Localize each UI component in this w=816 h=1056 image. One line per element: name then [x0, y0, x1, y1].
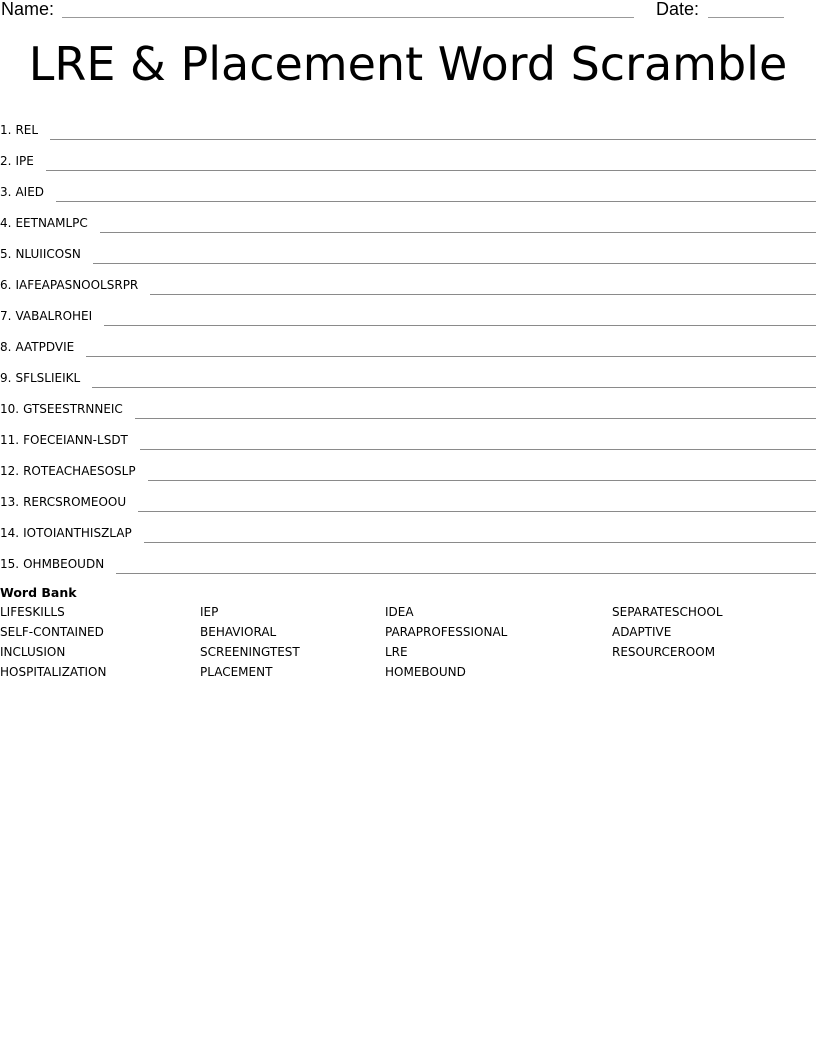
puzzle-number: 6. [0, 278, 12, 292]
puzzle-label [0, 526, 132, 544]
puzzle-label [0, 278, 138, 296]
answer-line[interactable] [86, 355, 816, 357]
puzzle-label [0, 433, 128, 451]
answer-line[interactable] [138, 510, 816, 512]
word-bank-item: HOSPITALIZATION [0, 665, 107, 679]
answer-line[interactable] [93, 262, 816, 264]
answer-line[interactable] [56, 200, 816, 202]
puzzle-label [0, 340, 74, 358]
puzzle-row [0, 110, 816, 141]
scrambled-word: GTSEESTRNNEIC [23, 402, 123, 416]
puzzle-number: 7. [0, 309, 12, 323]
puzzle-row [0, 420, 816, 451]
scrambled-word: VABALROHEI [15, 309, 93, 323]
puzzle-label [0, 402, 123, 420]
word-bank-item: LRE [385, 645, 408, 659]
scrambled-word: AIED [15, 185, 45, 199]
date-field[interactable] [708, 17, 784, 18]
word-bank-item: IEP [200, 605, 219, 619]
puzzle-number: 2. [0, 154, 12, 168]
puzzle-number: 14. [0, 526, 20, 540]
word-bank-item: SEPARATESCHOOL [612, 605, 723, 619]
puzzle-number: 5. [0, 247, 12, 261]
puzzle-label [0, 371, 80, 389]
puzzle-row [0, 296, 816, 327]
scrambled-word: EETNAMLPC [15, 216, 88, 230]
puzzle-row [0, 172, 816, 203]
puzzle-number: 10. [0, 402, 20, 416]
word-bank-item: PARAPROFESSIONAL [385, 625, 508, 639]
answer-line[interactable] [135, 417, 816, 419]
scrambled-word: OHMBEOUDN [23, 557, 105, 571]
puzzle-number: 13. [0, 495, 20, 509]
scrambled-word: IOTOIANTHISZLAP [23, 526, 132, 540]
puzzle-row [0, 203, 816, 234]
word-bank-item: INCLUSION [0, 645, 66, 659]
puzzle-label [0, 309, 92, 327]
puzzle-number: 4. [0, 216, 12, 230]
word-bank-item: SCREENINGTEST [200, 645, 300, 659]
answer-line[interactable] [116, 572, 816, 574]
answer-line[interactable] [104, 324, 816, 326]
puzzle-label [0, 154, 34, 172]
word-bank-item: PLACEMENT [200, 665, 273, 679]
word-bank-item: HOMEBOUND [385, 665, 466, 679]
puzzle-label [0, 557, 104, 575]
answer-line[interactable] [46, 169, 816, 171]
header [0, 0, 816, 24]
puzzle-row [0, 389, 816, 420]
name-field[interactable] [62, 17, 634, 18]
scrambled-word: AATPDVIE [15, 340, 75, 354]
puzzle-row [0, 482, 816, 513]
puzzle-row [0, 544, 816, 575]
scrambled-word: IAFEAPASNOOLSRPR [15, 278, 139, 292]
word-bank-item: RESOURCEROOM [612, 645, 716, 659]
puzzle-number: 15. [0, 557, 20, 571]
answer-line[interactable] [100, 231, 816, 233]
scrambled-word: FOECEIANN-LSDT [23, 433, 128, 447]
scrambled-word: NLUIICOSN [15, 247, 81, 261]
puzzle-row [0, 513, 816, 544]
puzzle-row [0, 327, 816, 358]
puzzle-row [0, 234, 816, 265]
page-title: LRE & Placement Word Scramble [28, 37, 788, 91]
puzzle-label [0, 185, 44, 203]
word-bank-item: SELF-CONTAINED [0, 625, 104, 639]
scrambled-word: IPE [15, 154, 34, 168]
word-bank-item: ADAPTIVE [612, 625, 672, 639]
answer-line[interactable] [150, 293, 816, 295]
word-bank-title: Word Bank [0, 585, 77, 600]
name-label: Name: [1, 0, 55, 19]
puzzle-number: 1. [0, 123, 12, 137]
puzzle-list [0, 110, 816, 575]
scrambled-word: RERCSROMEOOU [23, 495, 127, 509]
puzzle-label [0, 247, 81, 265]
word-bank-item: LIFESKILLS [0, 605, 65, 619]
word-bank-item: IDEA [385, 605, 414, 619]
scrambled-word: SFLSLIEIKL [15, 371, 81, 385]
puzzle-label [0, 495, 126, 513]
puzzle-row [0, 141, 816, 172]
puzzle-number: 9. [0, 371, 12, 385]
puzzle-row [0, 265, 816, 296]
puzzle-label [0, 216, 88, 234]
puzzle-row [0, 358, 816, 389]
date-label: Date: [656, 0, 700, 19]
puzzle-label [0, 464, 136, 482]
answer-line[interactable] [148, 479, 816, 481]
scrambled-word: ROTEACHAESOSLP [23, 464, 136, 478]
puzzle-row [0, 451, 816, 482]
answer-line[interactable] [140, 448, 816, 450]
scrambled-word: REL [15, 123, 39, 137]
puzzle-number: 11. [0, 433, 20, 447]
puzzle-number: 8. [0, 340, 12, 354]
answer-line[interactable] [144, 541, 816, 543]
word-bank-item: BEHAVIORAL [200, 625, 277, 639]
puzzle-number: 12. [0, 464, 20, 478]
answer-line[interactable] [50, 138, 816, 140]
answer-line[interactable] [92, 386, 816, 388]
puzzle-label [0, 123, 38, 141]
puzzle-number: 3. [0, 185, 12, 199]
